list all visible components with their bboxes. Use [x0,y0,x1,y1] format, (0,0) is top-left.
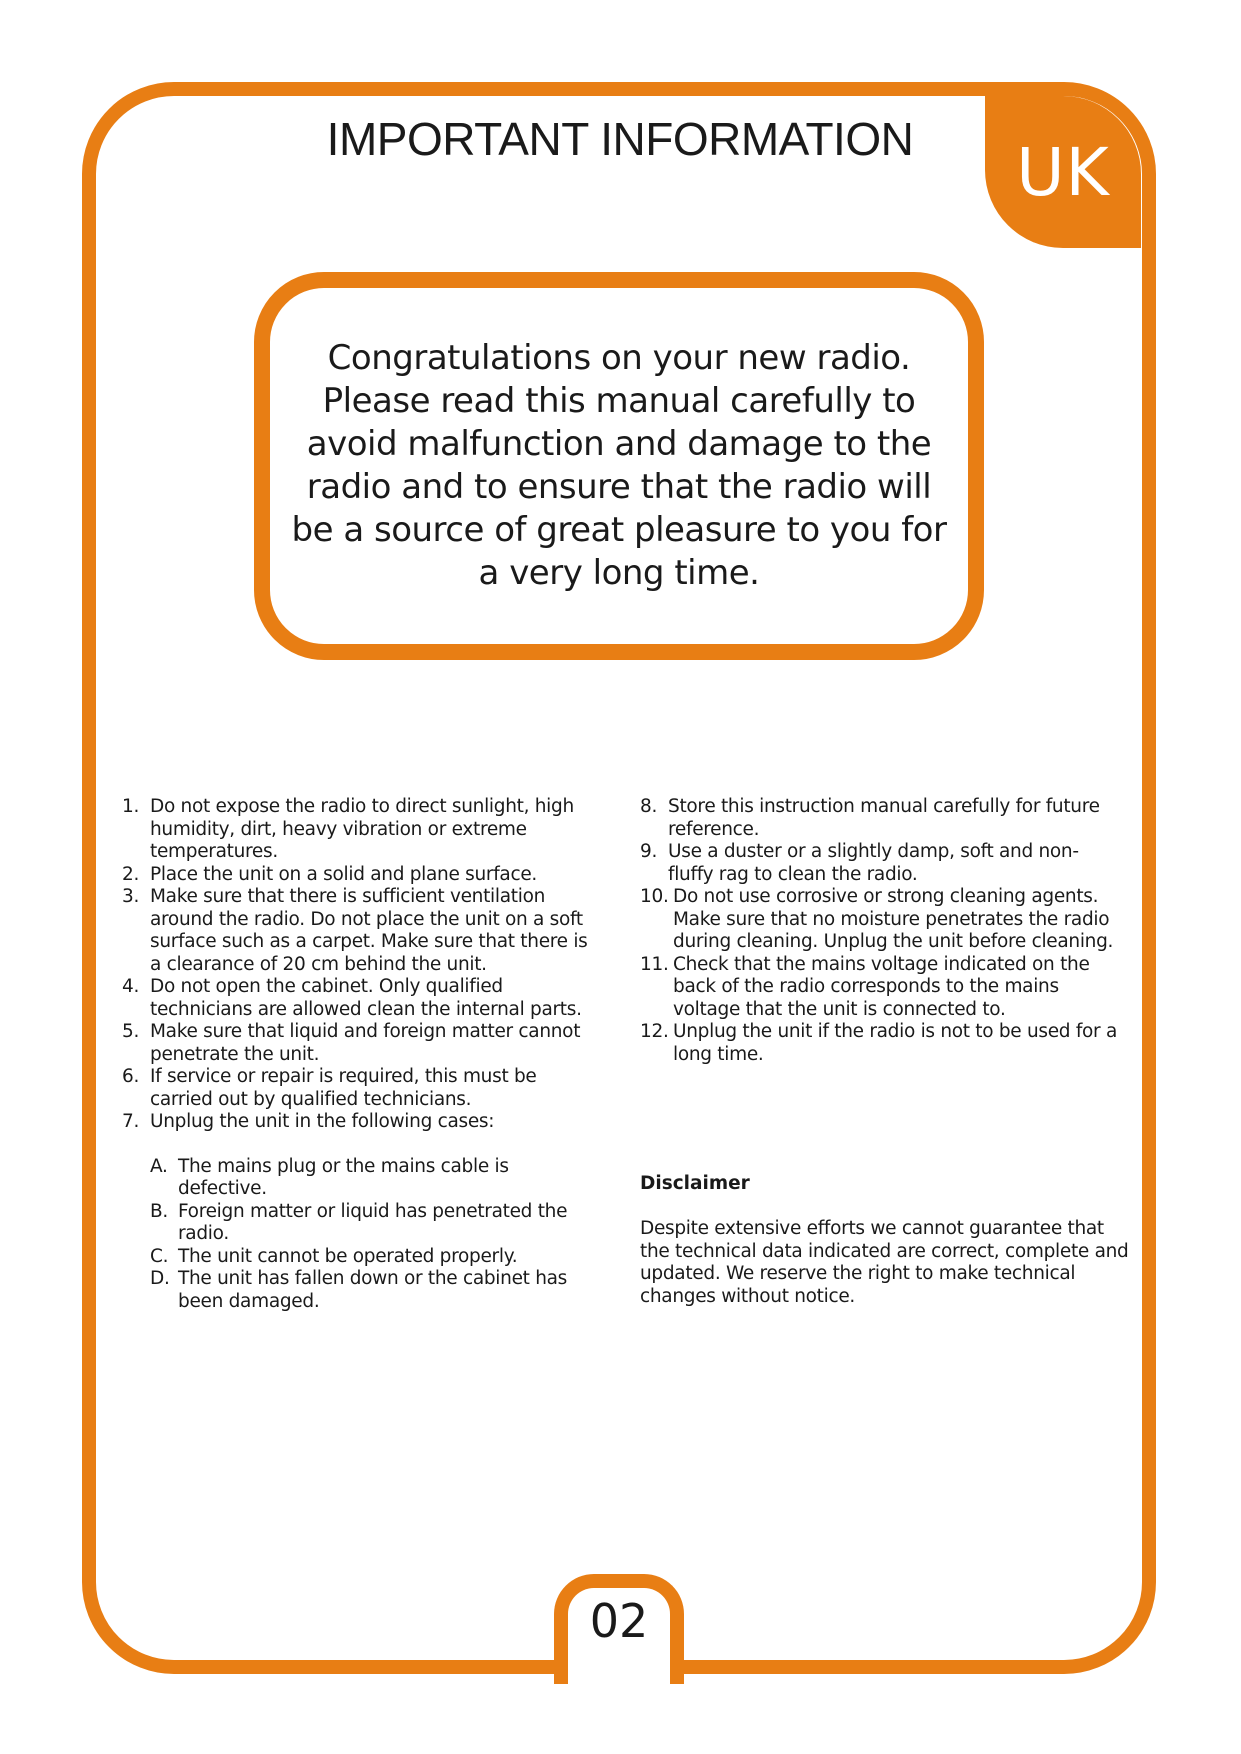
list-item-text: Store this instruction manual carefully for future reference. [668,796,1100,840]
list-item-number: 5. [122,1021,140,1042]
list-item [640,954,1120,1022]
page-number: 02 [589,1594,649,1648]
list-item [122,796,592,864]
list-item-number: 11. [640,953,669,975]
list-item-number: 3. [122,886,140,907]
list-item-text: The unit has fallen down or the cabinet has been damaged. [178,1268,567,1312]
list-item-number: 6. [122,1066,140,1087]
list-item-number: 1. [122,796,140,817]
list-item-text: The mains plug or the mains cable is defective. [178,1155,509,1199]
intro-text: Congratulations on your new radio. Please read this manual carefully to avoid malfunction and damage to the radio and to ensure that the radio will be a source of great pleasure to you for a very long time. [291,338,947,593]
instructions-left-column [122,796,592,1313]
list-item-letter: A. [150,1155,168,1177]
list-item [122,1021,592,1066]
list-item [150,1156,592,1201]
list-item-text: Use a duster or a slightly damp, soft and non-fluffy rag to clean the radio. [668,841,1079,885]
list-item-text: Make sure that there is sufficient ventilation around the radio. Do not place the unit on a soft surface such as a carpet. Make sure that there is a clearance of 20 cm behind the unit. [150,886,588,975]
list-item-text: Unplug the unit if the radio is not to be used for a long time. [673,1021,1117,1065]
list-item-text: Make sure that liquid and foreign matter cannot penetrate the unit. [150,1021,581,1065]
list-item [150,1246,592,1269]
list-item [640,886,1120,954]
list-item-letter: C. [150,1245,169,1267]
list-item [640,796,1120,841]
list-item [122,1111,592,1134]
list-item-letter: B. [150,1200,168,1222]
list-item-text: Do not open the cabinet. Only qualified technicians are allowed clean the internal parts. [150,976,582,1020]
list-item-text: If service or repair is required, this must be carried out by qualified technicians. [150,1066,537,1110]
list-item [150,1268,592,1313]
language-tab [985,96,1141,248]
list-item-text: Place the unit on a solid and plane surface. [150,863,537,885]
list-item [640,1021,1120,1066]
list-item-text: Do not expose the radio to direct sunlight, high humidity, dirt, heavy vibration or extreme temperatures. [150,796,574,862]
list-item-number: 8. [640,796,658,817]
list-item [122,1066,592,1111]
list-item-text: Check that the mains voltage indicated on the back of the radio corresponds to the mains voltage that the unit is connected to. [673,953,1090,1020]
list-item [122,864,592,887]
list-item-letter: D. [150,1268,170,1289]
page-title: IMPORTANT INFORMATION [326,113,914,165]
list-item-number: 4. [122,976,140,997]
unplug-cases-list [150,1156,592,1314]
list-item [122,976,592,1021]
list-item-text: Do not use corrosive or strong cleaning agents. Make sure that no moisture penetrates the radio during cleaning. Unplug the unit before cleaning. [673,886,1114,952]
list-item-text: The unit cannot be operated properly. [178,1245,518,1267]
instructions-right-column [640,796,1120,1066]
list-item [640,841,1120,886]
list-item-text: Unplug the unit in the following cases: [150,1111,495,1132]
list-item-text: Foreign matter or liquid has penetrated the radio. [178,1200,568,1244]
list-item [150,1201,592,1246]
disclaimer-heading: Disclaimer [640,1173,750,1194]
list-item-number: 10. [640,886,669,907]
list-item-number: 9. [640,841,658,862]
list-item-number: 12. [640,1021,669,1042]
list-item-number: 2. [122,863,140,885]
language-tab-label: UK [1016,133,1110,211]
list-item-number: 7. [122,1111,140,1132]
disclaimer-text: Despite extensive efforts we cannot guarantee that the technical data indicated are correct, complete and updated. We reserve the right to make technical changes without notice. [640,1218,1129,1307]
list-item [122,886,592,976]
intro-box [254,272,984,660]
